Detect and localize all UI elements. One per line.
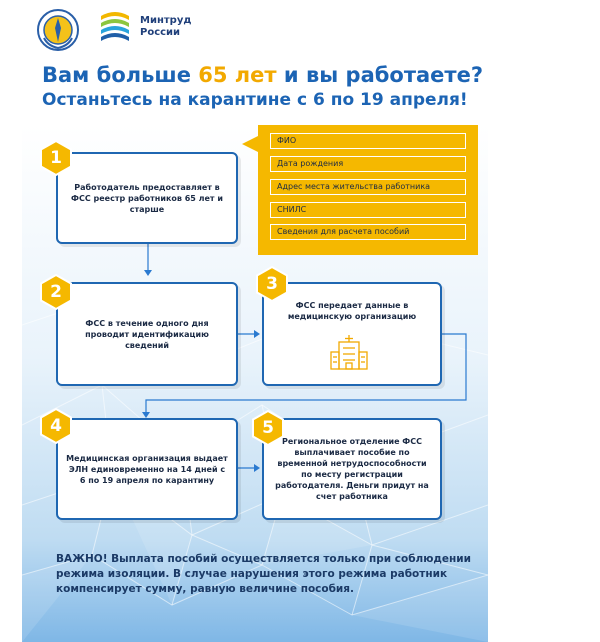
headline-highlight: 65 лет bbox=[198, 63, 277, 87]
step-1-text: Работодатель предоставляет в ФСС реестр работников 65 лет и старше bbox=[71, 182, 223, 214]
step-5-number: 5 bbox=[262, 418, 274, 438]
step-5-text: Региональное отделение ФСС выплачивает пособие по временной нетрудоспособности по месту регистрации работодателя. Деньги придут на счет работника bbox=[275, 437, 429, 501]
field-item: ФИО bbox=[270, 133, 466, 149]
fields-pointer bbox=[242, 136, 258, 152]
fields-list bbox=[258, 125, 478, 255]
step-1-badge bbox=[38, 140, 74, 176]
step-5-badge bbox=[250, 410, 286, 446]
step-4-badge bbox=[38, 408, 74, 444]
step-1-card bbox=[56, 152, 238, 244]
headline-part1: Вам больше bbox=[42, 63, 199, 87]
step-2-number: 2 bbox=[50, 282, 62, 302]
field-item: Сведения для расчета пособий bbox=[270, 224, 466, 240]
subheadline: Останьтесь на карантине с 6 по 19 апреля! bbox=[42, 90, 468, 110]
step-3-badge bbox=[254, 266, 290, 302]
field-item: СНИЛС bbox=[270, 202, 466, 218]
important-text: Выплата пособий осуществляется только при соблюдении режима изоляции. В случае нарушения этого режима работник компенсирует сумму, равную величине пособия. bbox=[56, 553, 471, 595]
step-2-card bbox=[56, 282, 238, 386]
field-item: Адрес места жительства работника bbox=[270, 179, 466, 195]
important-label: ВАЖНО! bbox=[56, 553, 108, 565]
headline-part2: и вы работаете? bbox=[276, 63, 484, 87]
field-item: Дата рождения bbox=[270, 156, 466, 172]
step-2-badge bbox=[38, 274, 74, 310]
step-2-text: ФСС в течение одного дня проводит идентификацию сведений bbox=[85, 318, 209, 350]
step-3-text: ФСС передает данные в медицинскую организацию bbox=[287, 301, 417, 321]
step-4-text: Медицинская организация выдает ЭЛН единовременно на 14 дней с 6 по 19 апреля по карантину bbox=[66, 453, 228, 485]
important-note bbox=[56, 552, 476, 597]
ministry-name-line1: Минтруд bbox=[140, 15, 192, 26]
step-4-card bbox=[56, 418, 238, 520]
step-4-number: 4 bbox=[50, 416, 62, 436]
ministry-name-line2: России bbox=[140, 27, 181, 38]
step-3-number: 3 bbox=[266, 274, 278, 294]
hospital-building-icon bbox=[330, 334, 368, 370]
step-5-card bbox=[262, 418, 442, 520]
step-1-number: 1 bbox=[50, 148, 62, 168]
